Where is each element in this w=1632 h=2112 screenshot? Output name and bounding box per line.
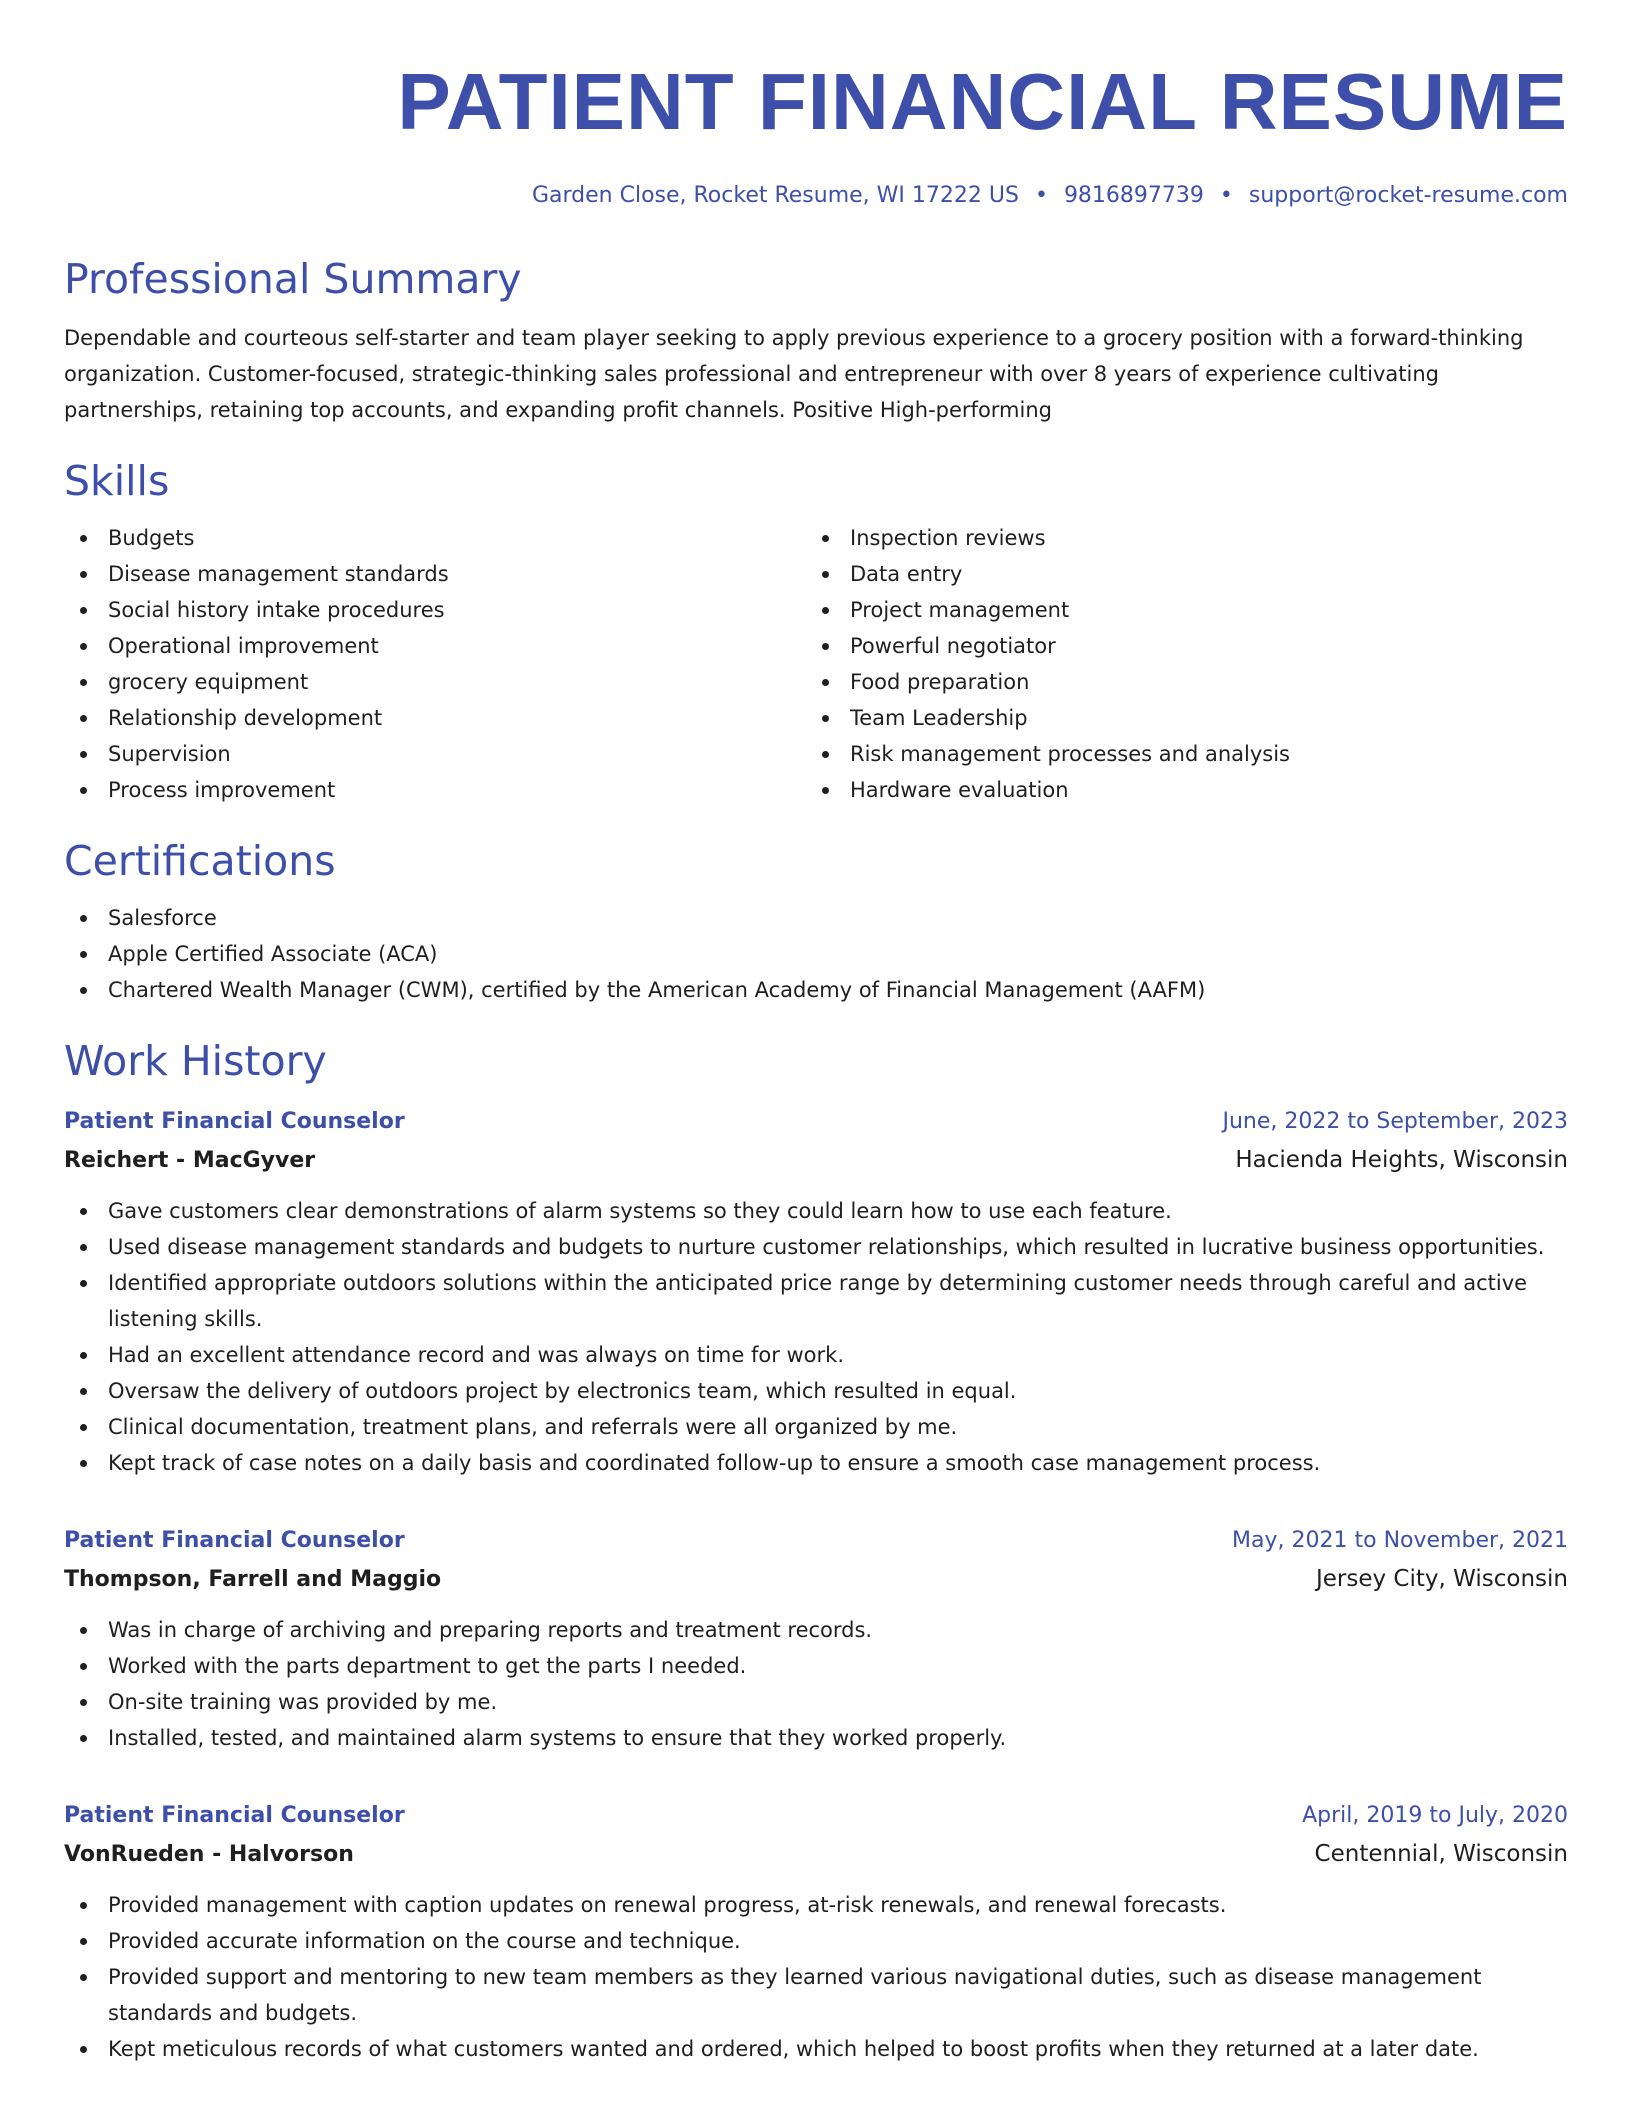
skill-item: Supervision [64, 736, 806, 772]
job-duty: Worked with the parts department to get the parts I needed. [64, 1648, 1568, 1684]
skill-item: Budgets [64, 520, 806, 556]
certification-item: Salesforce [64, 900, 1568, 936]
job-duty: Kept track of case notes on a daily basis and coordinated follow-up to ensure a smooth case management process. [64, 1445, 1568, 1481]
summary-text: Dependable and courteous self-starter and team player seeking to apply previous experience to a grocery position with a forward-thinking organization. Customer-focused, strategic-thinking sales professional and entrepreneur with over 8 years of experience cultivating partnerships, retaining top accounts, and expanding profit channels. Positive High-performing [64, 326, 1524, 422]
skill-item: Inspection reviews [806, 520, 1548, 556]
skill-item: Data entry [806, 556, 1548, 592]
contact-separator: • [1034, 183, 1048, 208]
job-duties [64, 1193, 1568, 1481]
job-duty: Identified appropriate outdoors solutions within the anticipated price range by determining customer needs through careful and active listening skills. [64, 1265, 1568, 1337]
contact-separator: • [1219, 183, 1233, 208]
job-dates: May, 2021 to November, 2021 [1232, 1528, 1568, 1553]
job-duty: Oversaw the delivery of outdoors project by electronics team, which resulted in equal. [64, 1373, 1568, 1409]
certification-item: Apple Certified Associate (ACA) [64, 936, 1568, 972]
job-location: Centennial, Wisconsin [1314, 1841, 1568, 1867]
job-company-row [64, 1834, 1568, 1875]
skills-heading: Skills [64, 457, 170, 505]
contact-phone: 9816897739 [1063, 183, 1204, 208]
job-company: Thompson, Farrell and Maggio [64, 1567, 442, 1592]
job-duties [64, 1612, 1568, 1756]
skill-item: Relationship development [64, 700, 806, 736]
skill-item: Project management [806, 592, 1548, 628]
skill-item: Process improvement [64, 772, 806, 808]
skills-list [64, 520, 1568, 808]
job-duty: Kept meticulous records of what customers wanted and ordered, which helped to boost profits when they returned at a later date. [64, 2031, 1568, 2067]
job-dates: June, 2022 to September, 2023 [1222, 1109, 1568, 1134]
job-title: Patient Financial Counselor [64, 1803, 405, 1828]
job-company: VonRueden - Halvorson [64, 1842, 354, 1867]
job-entry [64, 1798, 1568, 2067]
job-entry [64, 1104, 1568, 1481]
skill-item: Food preparation [806, 664, 1548, 700]
job-company-row [64, 1140, 1568, 1181]
job-header-row [64, 1798, 1568, 1834]
job-location: Hacienda Heights, Wisconsin [1235, 1147, 1568, 1173]
job-duty: Used disease management standards and budgets to nurture customer relationships, which resulted in lucrative business opportunities. [64, 1229, 1568, 1265]
job-duty: Provided support and mentoring to new team members as they learned various navigational duties, such as disease management standards and budgets. [64, 1959, 1568, 2031]
job-duty: Provided management with caption updates on renewal progress, at-risk renewals, and renewal forecasts. [64, 1887, 1568, 1923]
resume-header [64, 56, 1568, 210]
job-duty: On-site training was provided by me. [64, 1684, 1568, 1720]
job-duty: Installed, tested, and maintained alarm systems to ensure that they worked properly. [64, 1720, 1568, 1756]
skill-item: Social history intake procedures [64, 592, 806, 628]
work-history-heading: Work History [64, 1037, 327, 1085]
contact-address: Garden Close, Rocket Resume, WI 17222 US [531, 183, 1019, 208]
job-company-row [64, 1559, 1568, 1600]
job-entry [64, 1523, 1568, 1756]
skill-item: Operational improvement [64, 628, 806, 664]
skill-item: Disease management standards [64, 556, 806, 592]
job-duties [64, 1887, 1568, 2067]
job-title: Patient Financial Counselor [64, 1528, 405, 1553]
skill-item: grocery equipment [64, 664, 806, 700]
job-title: Patient Financial Counselor [64, 1109, 405, 1134]
job-dates: April, 2019 to July, 2020 [1302, 1803, 1568, 1828]
resume-title: PATIENT FINANCIAL RESUME [397, 57, 1568, 146]
skill-item: Powerful negotiator [806, 628, 1548, 664]
contact-line [64, 182, 1568, 210]
job-duty: Was in charge of archiving and preparing reports and treatment records. [64, 1612, 1568, 1648]
skill-item: Hardware evaluation [806, 772, 1548, 808]
job-duty: Clinical documentation, treatment plans, and referrals were all organized by me. [64, 1409, 1568, 1445]
job-company: Reichert - MacGyver [64, 1148, 316, 1173]
contact-email: support@rocket-resume.com [1248, 183, 1568, 208]
resume-page [64, 56, 1568, 2067]
skills-column-right [806, 520, 1548, 808]
skills-column-left [64, 520, 806, 808]
job-duty: Had an excellent attendance record and was always on time for work. [64, 1337, 1568, 1373]
job-duty: Gave customers clear demonstrations of alarm systems so they could learn how to use each feature. [64, 1193, 1568, 1229]
certifications-heading: Certifications [64, 837, 336, 885]
job-duty: Provided accurate information on the course and technique. [64, 1923, 1568, 1959]
certification-item: Chartered Wealth Manager (CWM), certified by the American Academy of Financial Management (AAFM) [64, 972, 1568, 1008]
skill-item: Risk management processes and analysis [806, 736, 1548, 772]
skill-item: Team Leadership [806, 700, 1548, 736]
job-location: Jersey City, Wisconsin [1315, 1566, 1568, 1592]
summary-heading: Professional Summary [64, 255, 522, 303]
job-header-row [64, 1104, 1568, 1140]
job-header-row [64, 1523, 1568, 1559]
certifications-list [64, 900, 1568, 1008]
